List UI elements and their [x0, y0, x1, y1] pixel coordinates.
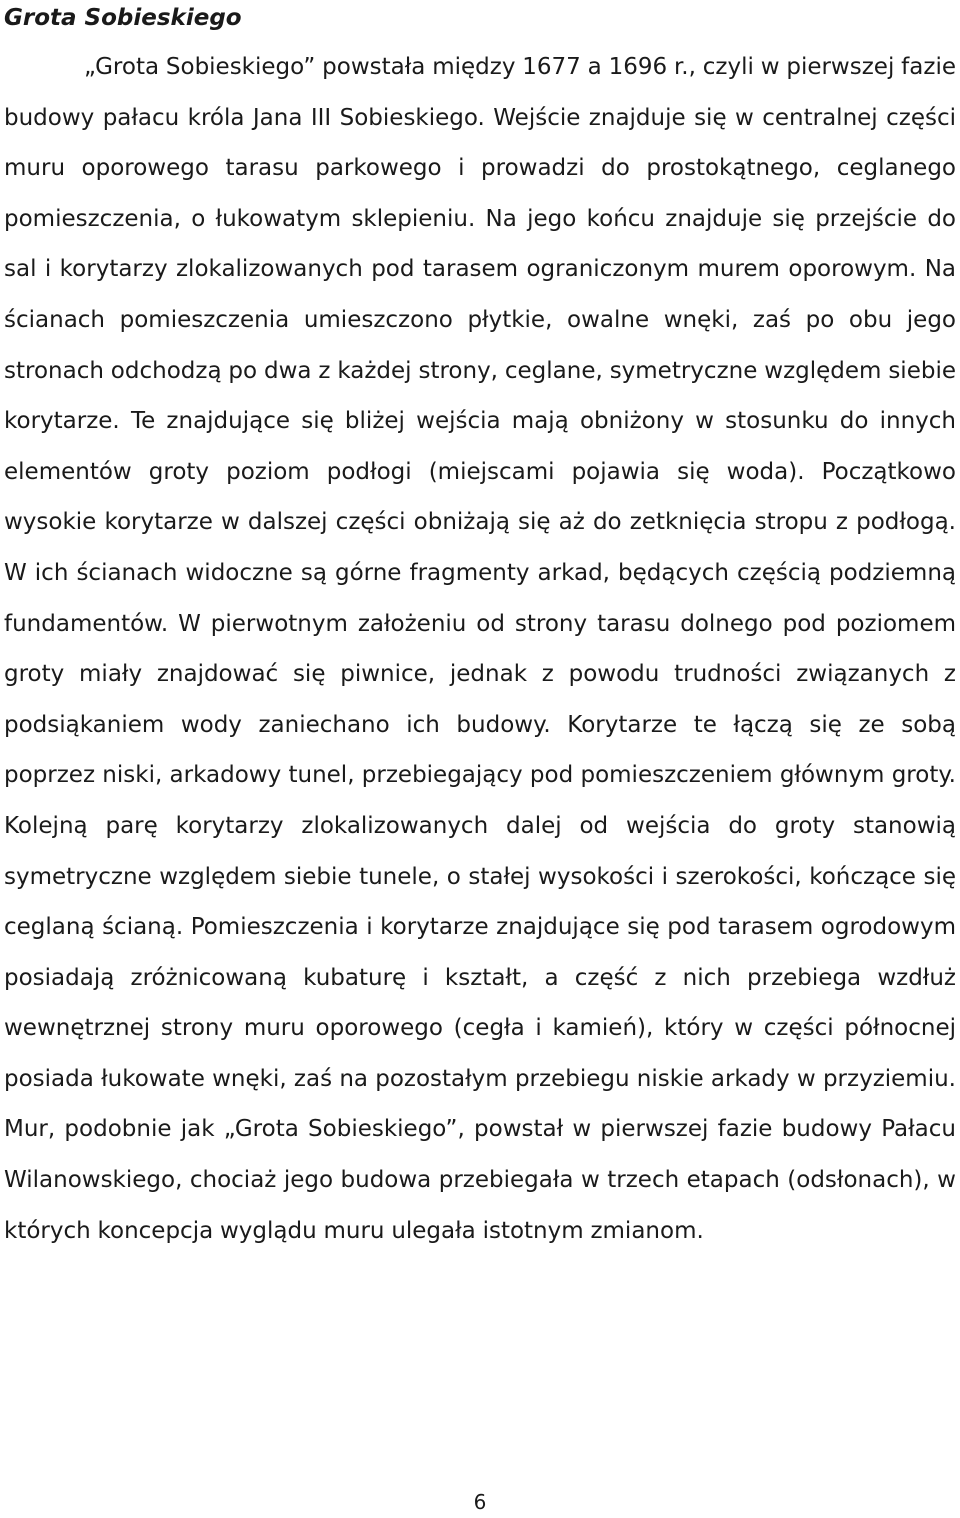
page-number: 6: [473, 1490, 487, 1514]
body-paragraph: „Grota Sobieskiego” powstała między 1677 a 1696 r., czyli w pierwszej fazie budowy pałacu króla Jana III Sobieskiego. Wejście znajduje się w centralnej części muru oporowego tarasu parkowego i prowadzi do prostokątnego, ceglanego pomieszczenia, o łukowatym sklepieniu. Na jego końcu znajduje się przejście do sal i korytarzy zlokalizowanych pod tarasem ograniczonym murem oporowym. Na ścianach pomieszczenia umieszczono płytkie, owalne wnęki, zaś po obu jego stronach odchodzą po dwa z każdej strony, ceglane, symetryczne względem siebie korytarze. Te znajdujące się bliżej wejścia mają obniżony w stosunku do innych elementów groty poziom podłogi (miejscami pojawia się woda). Początkowo wysokie korytarze w dalszej części obniżają się aż do zetknięcia stropu z podłogą. W ich ścianach widoczne są górne fragmenty arkad, będących częścią podziemną fundamentów. W pierwotnym założeniu od strony tarasu dolnego pod poziomem groty miały znajdować się piwnice, jednak z powodu trudności związanych z podsiąkaniem wody zaniechano ich budowy. Korytarze te łączą się ze sobą poprzez niski, arkadowy tunel, przebiegający pod pomieszczeniem głównym groty. Kolejną parę korytarzy zlokalizowanych dalej od wejścia do groty stanowią symetryczne względem siebie tunele, o stałej wysokości i szerokości, kończące się ceglaną ścianą. Pomieszczenia i korytarze znajdujące się pod tarasem ogrodowym posiadają zróżnicowaną kubaturę i kształt, a część z nich przebiega wzdłuż wewnętrznej strony muru oporowego (cegła i kamień), który w części północnej posiada łukowate wnęki, zaś na pozostałym przebiegu niskie arkady w przyziemiu. Mur, podobnie jak „Grota Sobieskiego”, powstał w pierwszej fazie budowy Pałacu Wilanowskiego, chociaż jego budowa przebiegała w trzech etapach (odsłonach), w których koncepcja wyglądu muru ulegała istotnym zmianom.: [4, 54, 956, 1244]
section-heading: Grota Sobieskiego: [4, 5, 242, 31]
